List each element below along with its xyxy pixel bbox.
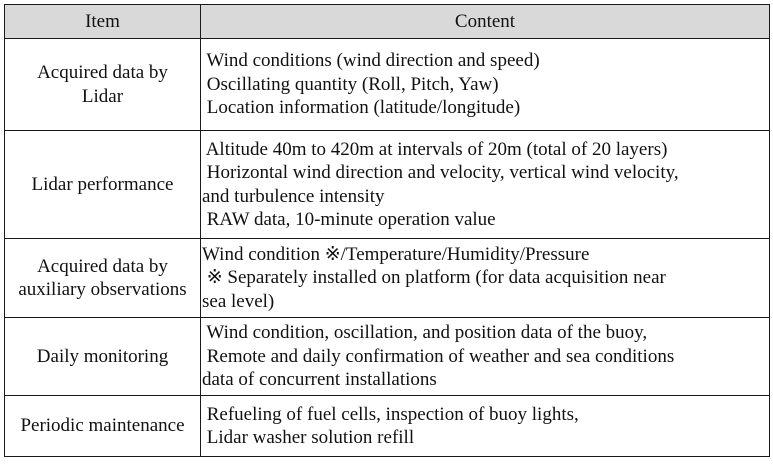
content-cell bbox=[201, 318, 770, 396]
content-line: Location information (latitude/longitude) bbox=[202, 97, 521, 119]
content-line: Refueling of fuel cells, inspection of buoy lights, bbox=[202, 403, 579, 425]
item-cell bbox=[5, 39, 201, 131]
content-cell bbox=[201, 239, 770, 318]
content-line: Wind conditions (wind direction and speed) bbox=[202, 50, 540, 72]
content-cell bbox=[201, 131, 770, 239]
content-line: ※ Separately installed on platform (for data acquisition near bbox=[202, 267, 666, 289]
header-row bbox=[5, 5, 770, 39]
item-cell bbox=[5, 239, 201, 318]
content-line: and turbulence intensity bbox=[202, 185, 385, 207]
content-line: sea level) bbox=[202, 290, 275, 312]
item-cell bbox=[5, 318, 201, 396]
header-item: Item bbox=[5, 5, 201, 39]
table-row bbox=[5, 396, 770, 457]
content-line: data of concurrent installations bbox=[202, 369, 437, 391]
table-row bbox=[5, 131, 770, 239]
content-line: Altitude 40m to 420m at intervals of 20m (total of 20 layers) bbox=[202, 138, 668, 160]
item-cell bbox=[5, 131, 201, 239]
content-cell bbox=[201, 39, 770, 131]
content-line: RAW data, 10-minute operation value bbox=[202, 209, 496, 230]
content-line: Lidar washer solution refill bbox=[202, 427, 415, 448]
table-row bbox=[5, 318, 770, 396]
content-line: Oscillating quantity (Roll, Pitch, Yaw) bbox=[202, 73, 499, 95]
item-label: Periodic maintenance bbox=[20, 415, 185, 437]
content-cell bbox=[201, 396, 770, 457]
specification-table bbox=[4, 4, 770, 457]
item-label: Daily monitoring bbox=[36, 345, 169, 367]
content-line: Wind condition, oscillation, and position data of the buoy, bbox=[202, 322, 648, 344]
content-line: Remote and daily confirmation of weather and sea conditions bbox=[202, 345, 675, 367]
table-row bbox=[5, 239, 770, 318]
content-line: Horizontal wind direction and velocity, vertical wind velocity, bbox=[202, 162, 679, 183]
item-label: Acquired data by Lidar bbox=[37, 62, 168, 107]
item-label: Lidar performance bbox=[31, 173, 174, 195]
item-cell bbox=[5, 396, 201, 457]
header-content: Content bbox=[201, 5, 770, 39]
content-line: Wind condition ※/Temperature/Humidity/Pressure bbox=[202, 243, 590, 265]
table-row bbox=[5, 39, 770, 131]
item-label: Acquired data by auxiliary observations bbox=[18, 255, 187, 300]
